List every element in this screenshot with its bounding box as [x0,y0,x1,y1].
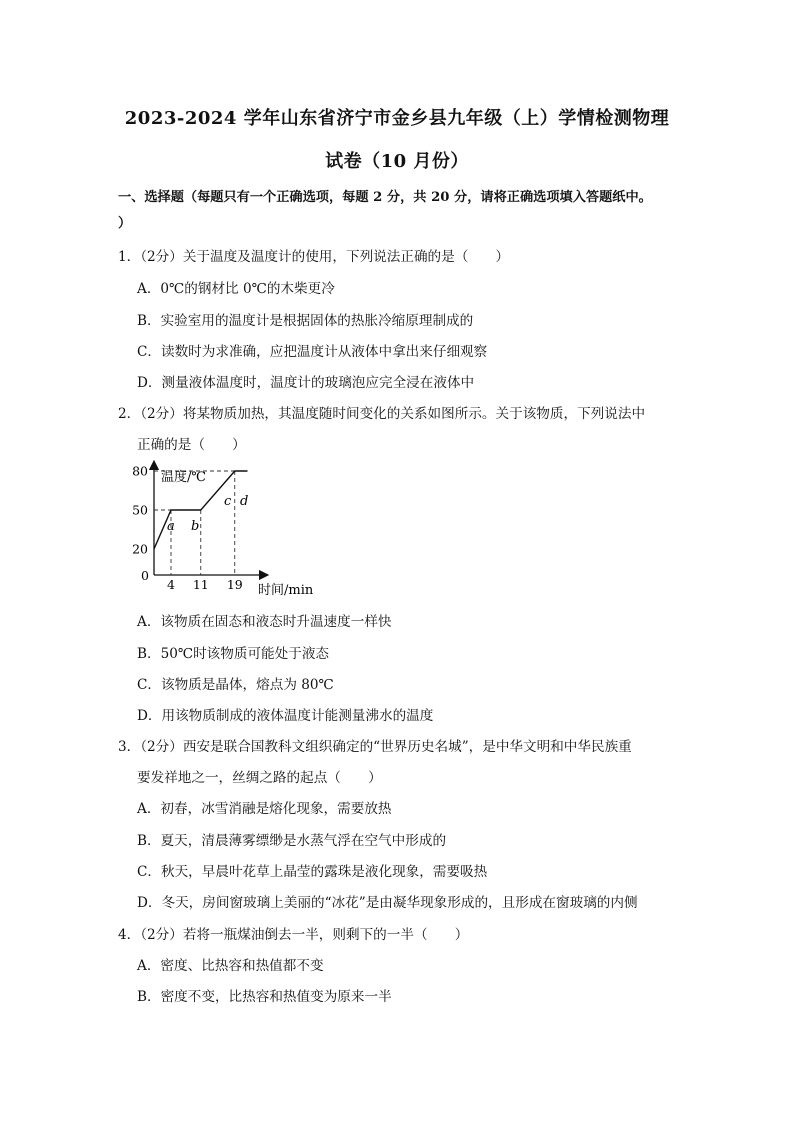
question-3-option-a: A．初春，冰雪消融是熔化现象，需要放热 [137,801,392,817]
x-tick-label: 11 [192,577,209,592]
point-label-d: d [240,494,249,509]
question-3-option-d: D．冬天，房间窗玻璃上美丽的“冰花”是由凝华现象形成的，且形成在窗玻璃的内侧 [137,895,638,911]
section-heading-cont: ） [118,216,132,231]
x-axis-label: 时间/min [258,583,314,598]
section-heading: 一、选择题（每题只有一个正确选项，每题 2 分，共 20 分，请将正确选项填入答题纸中。 [118,190,652,205]
point-label-a: a [167,519,175,534]
question-1-stem: 1．（2分）关于温度及温度计的使用，下列说法正确的是（ ） [118,249,510,265]
question-3-stem-cont: 要发祥地之一，丝绸之路的起点（ ） [137,770,382,786]
question-1-option-b: B．实验室用的温度计是根据固体的热胀冷缩原理制成的 [137,313,474,329]
question-2-stem-cont: 正确的是（ ） [137,437,246,453]
question-2-stem: 2．（2分）将某物质加热，其温度随时间变化的关系如图所示。关于该物质，下列说法中 [118,406,646,422]
question-1-option-d: D．测量液体温度时，温度计的玻璃泡应完全浸在液体中 [137,375,475,391]
question-1-option-a: A．0℃的钢材比 0℃的木柴更冷 [137,281,335,297]
x-tick-label: 4 [167,577,175,592]
y-tick-label: 20 [132,541,148,557]
question-3-stem: 3．（2分）西安是联合国教科文组织确定的“世界历史名城”，是中华文明和中华民族重 [118,739,632,755]
question-3-option-c: C．秋天，早晨叶花草上晶莹的露珠是液化现象，需要吸热 [137,864,488,880]
question-2-option-c: C．该物质是晶体，熔点为 80℃ [137,677,334,693]
x-tick-label: 19 [226,577,243,592]
question-3-option-b: B．夏天，清晨薄雾缥缈是水蒸气浮在空气中形成的 [137,833,447,849]
y-tick-label: 50 [132,502,148,518]
question-2-option-a: A．该物质在固态和液态时升温速度一样快 [137,614,392,630]
question-4-stem: 4．（2分）若将一瓶煤油倒去一半，则剩下的一半（ ） [118,927,469,943]
origin-label: 0 [141,568,149,583]
point-label-b: b [191,519,200,534]
page-title-line2: 试卷（10 月份） [325,151,469,172]
question-4-option-b: B．密度不变，比热容和热值变为原来一半 [137,989,392,1005]
question-2-option-b: B．50℃时该物质可能处于液态 [137,646,330,662]
question-4-option-a: A．密度、比热容和热值都不变 [137,958,324,974]
question-2-option-d: D．用该物质制成的液体温度计能测量沸水的温度 [137,708,434,724]
y-axis-label: 温度/℃ [161,470,206,485]
temperature-time-graph [134,462,354,602]
y-tick-label: 80 [132,463,148,479]
point-label-c: c [224,494,232,509]
question-1-option-c: C．读数时为求准确，应把温度计从液体中拿出来仔细观察 [137,344,488,360]
page-title-line1: 2023-2024 学年山东省济宁市金乡县九年级（上）学情检测物理 [124,108,670,129]
